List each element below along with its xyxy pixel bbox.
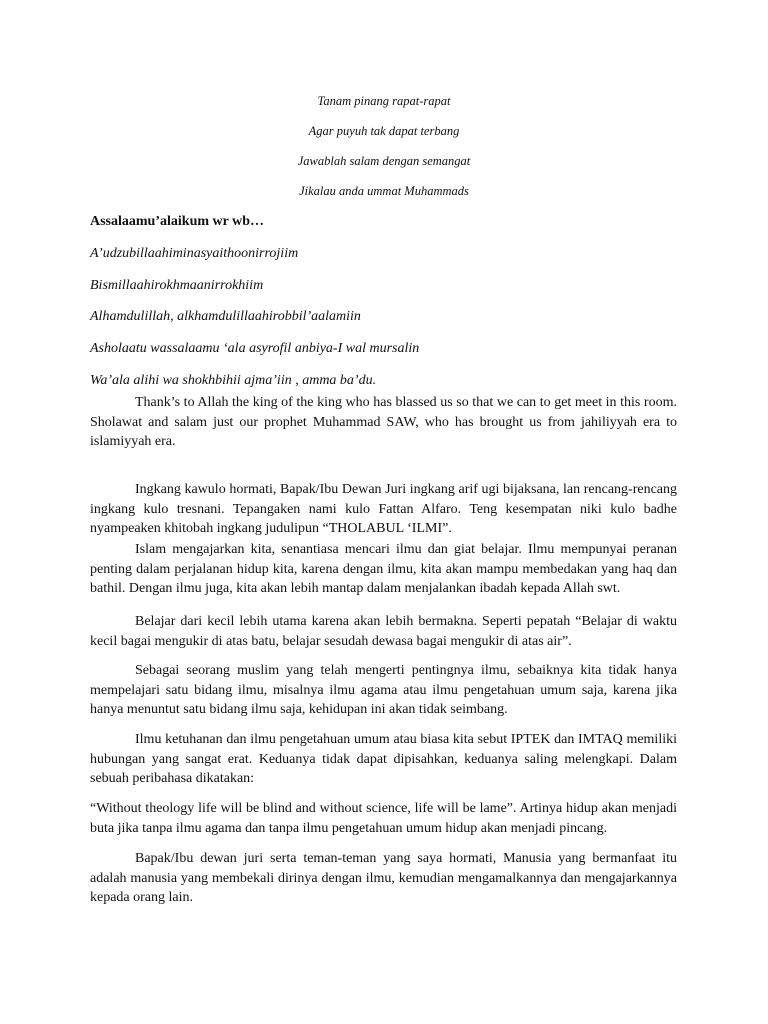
paragraph-8: Bapak/Ibu dewan juri serta teman-teman yang saya hormati, Manusia yang bermanfaat itu adalah manusia yang membekali dirinya dengan ilmu, kemudian mengamalkannya dan mengajarkannya kepada orang lain. <box>90 851 677 905</box>
poem-line-4: Jikalau anda ummat Muhammads <box>299 184 469 198</box>
prayer-line-5: Wa’ala alihi wa shokhbihii ajma’iin , amma ba’du. <box>90 373 377 388</box>
prayer-line-3: Alhamdulillah, alkhamdulillaahirobbil’aalamiin <box>90 309 361 324</box>
poem-line-2: Agar puyuh tak dapat terbang <box>308 124 460 138</box>
poem-line-3: Jawablah salam dengan semangat <box>297 154 471 168</box>
poem-line-1: Tanam pinang rapat-rapat <box>317 94 451 108</box>
paragraph-2: Ingkang kawulo hormati, Bapak/Ibu Dewan Juri ingkang arif ugi bijaksana, lan rencang-rencang ingkang kulo tresnani. Tepangaken nami kulo Fattan Alfaro. Teng kesempatan niki kulo badhe nyampeaken khitobah ingkang judulipun “THOLABUL ‘ILMI”. <box>90 482 677 536</box>
prayer-line-4: Asholaatu wassalaamu ‘ala asyrofil anbiya-I wal mursalin <box>90 341 420 356</box>
paragraph-5: Sebagai seorang muslim yang telah mengerti pentingnya ilmu, sebaiknya kita tidak hanya mempelajari satu bidang ilmu, misalnya ilmu agama atau ilmu pengetahuan umum saja, karena jika hanya menuntut satu bidang ilmu saja, kehidupan ini akan tidak seimbang. <box>90 663 677 717</box>
greeting-heading: Assalaamu’alaikum wr wb… <box>90 214 264 229</box>
paragraph-3: Islam mengajarkan kita, senantiasa mencari ilmu dan giat belajar. Ilmu mempunyai peranan penting dalam perjalanan hidup kita, karena dengan ilmu, kita akan mampu membedakan yang haq dan bathil. Dengan ilmu juga, kita akan lebih mantap dalam menjalankan ibadah kepada Allah swt. <box>90 542 677 596</box>
paragraph-4: Belajar dari kecil lebih utama karena akan lebih bermakna. Seperti pepatah “Belajar di waktu kecil bagai mengukir di atas batu, belajar sesudah dewasa bagai mengukir di atas air”. <box>90 614 677 649</box>
prayer-line-1: A’udzubillaahiminasyaithoonirrojiim <box>90 246 299 261</box>
paragraph-1: Thank’s to Allah the king of the king who has blassed us so that we can to get meet in this room. Sholawat and salam just our prophet Muhammad SAW, who has brought us from jahiliyyah era to islamiyyah era. <box>90 395 677 449</box>
prayer-line-2: Bismillaahirokhmaanirrokhiim <box>90 278 264 293</box>
paragraph-6: Ilmu ketuhanan dan ilmu pengetahuan umum atau biasa kita sebut IPTEK dan IMTAQ memiliki hubungan yang sangat erat. Keduanya tidak dapat dipisahkan, keduanya saling melengkapi. Dalam sebuah peribahasa dikatakan: <box>90 732 677 786</box>
paragraph-7: “Without theology life will be blind and without science, life will be lame”. Artinya hidup akan menjadi buta jika tanpa ilmu agama dan tanpa ilmu pengetahuan umum hidup akan menjadi pincang. <box>90 801 677 836</box>
